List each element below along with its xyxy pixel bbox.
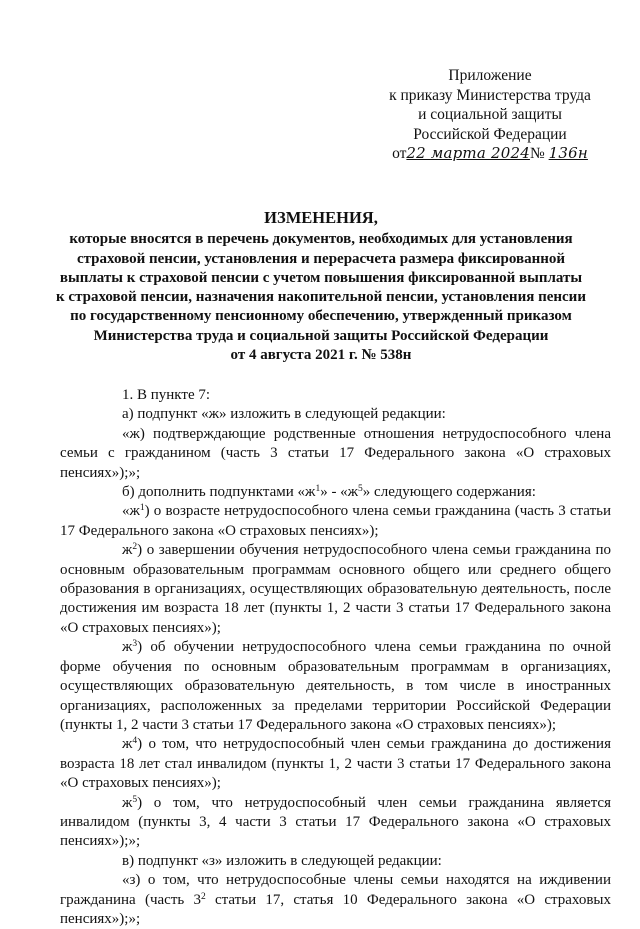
appendix-social-line: и социальной защиты [418, 106, 562, 123]
title-heading: ИЗМЕНЕНИЯ, [264, 208, 378, 227]
paragraph-item-1: 1. В пункте 7: [122, 387, 211, 403]
date-prefix: от [392, 145, 407, 162]
title-line: Министерства труда и социальной защиты Российской Федерации [93, 327, 549, 344]
handwritten-number: 136н [548, 144, 588, 162]
appendix-ministry-line: к приказу Министерства труда [389, 86, 591, 104]
paragraph-zh-text: «ж) подтверждающие родственные отношения нетрудоспособного члена семьи с гражданином (часть 3 статьи 17 Федерального закона «О страховых пенсиях»);»; [60, 425, 611, 481]
paragraph-subitem-b: б) дополнить подпунктами «$ж^1$» - «$ж^5$» следующего содержания: [122, 484, 536, 501]
title-line: к страховой пенсии, назначения накопительной пенсии, установления пенсии [56, 289, 586, 306]
paragraph-z-text: «з) о том, что нетрудоспособные члены семьи находятся на иждивении гражданина (часть $3^2$ статьи 17, статья 10 Федерального закона «О страховых пенсиях»);»; [60, 872, 611, 927]
paragraph-zh3: $ж^3$) об обучении нетрудоспособного члена семьи гражданина по очной форме обучения по основным образовательным программам в организациях, осуществляющих образовательную деятельность, в том числе в иностранных организациях, расположенных за пределами территории Российской Федерации (пункты 1, 2 части 3 статьи 17 Федерального закона «О страховых пенсиях»); [60, 639, 611, 733]
appendix-label: Приложение [448, 67, 532, 84]
order-date-number-line [355, 144, 625, 164]
paragraph-zh2: $ж^2$) о завершении обучения нетрудоспособного члена семьи гражданина по основным образовательным программам основного общего или среднего общего образования в организациях, осуществляющих образовательную деятельность, после достижения им возраста 18 лет (пункты 1, 2 части 3 статьи 17 Федерального закона «О страховых пенсиях»); [60, 542, 611, 636]
document-body [60, 386, 611, 929]
paragraph-subitem-a: а) подпункт «ж» изложить в следующей редакции: [122, 406, 446, 423]
title-line: по государственному пенсионному обеспечению, утвержденный приказом [70, 308, 572, 325]
title-line: от 4 августа 2021 г. № 538н [230, 347, 412, 364]
paragraph-zh4: $ж^4$) о том, что нетрудоспособный член семьи гражданина до достижения возраста 18 лет стал инвалидом (пункты 1, 2 части 3 статьи 17 Федерального закона «О страховых пенсиях»); [60, 736, 611, 792]
document-title [48, 208, 594, 365]
handwritten-date: 22 марта 2024 [406, 144, 530, 162]
appendix-header [355, 66, 625, 164]
paragraph-zh1: «$ж^1$) о возрасте нетрудоспособного члена семьи гражданина (часть 3 статьи 17 Федерального закона «О страховых пенсиях»); [60, 503, 611, 539]
title-line: выплаты к страховой пенсии с учетом повышения фиксированной выплаты [59, 269, 583, 286]
number-prefix: № [529, 145, 545, 162]
title-line: страховой пенсии, установления и перерасчета размера фиксированной [76, 250, 566, 267]
paragraph-zh5: $ж^5$) о том, что нетрудоспособный член семьи гражданина является инвалидом (пункты 3, 4 части 3 статьи 17 Федерального закона «О страховых пенсиях»);»; [60, 794, 611, 850]
title-line: которые вносятся в перечень документов, необходимых для установления [69, 231, 573, 248]
paragraph-subitem-v: в) подпункт «з» изложить в следующей редакции: [122, 852, 442, 869]
appendix-country-line: Российской Федерации [413, 125, 567, 143]
